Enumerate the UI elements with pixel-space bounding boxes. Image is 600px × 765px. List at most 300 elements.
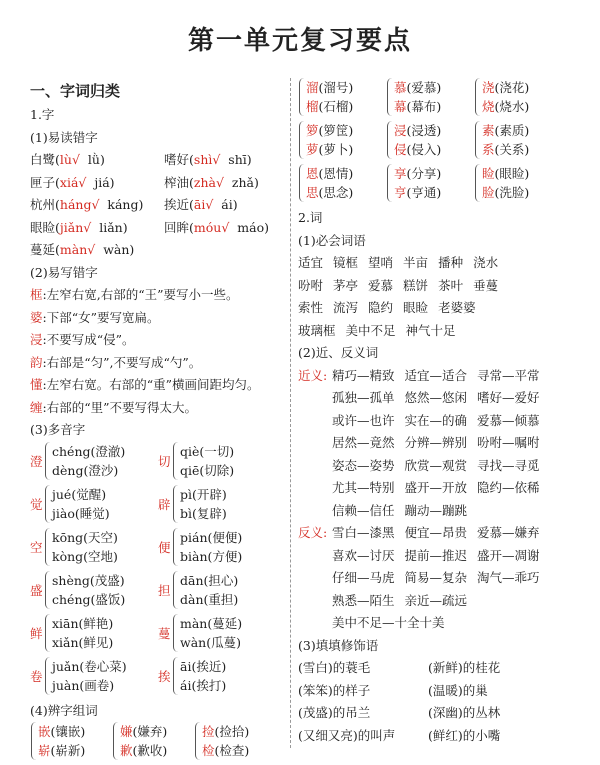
bihui-list [298,252,588,342]
word: 嗜好 [164,152,190,167]
char: 担 [158,582,171,598]
word-pair: 便宜—昂贵 [404,525,468,540]
char: 澄 [30,453,43,469]
char: 捡 [202,724,215,739]
duyin-item: 榨油(zhà√ zhǎ) [164,174,259,190]
duyin-item: 回眸(móu√ máo) [164,219,269,235]
bianzi-row [298,164,588,207]
char: 韵 [30,354,43,370]
xiezi-item [30,284,282,307]
vocab-word: 播种 [438,255,464,270]
group-words [38,722,85,760]
jinyi-row [298,455,588,478]
reading: chéng(盛饭) [52,591,126,607]
word: (分享) [406,166,442,181]
readings [180,657,226,695]
char: 空 [30,539,43,555]
duoyin-item [30,485,158,523]
correct-pinyin: háng [59,197,92,212]
group-words [482,164,529,202]
word: (素质) [494,123,530,138]
vocab-word: 浇水 [473,255,499,270]
bianzi-row [298,78,588,121]
group-word [306,183,353,202]
vocab-word: 流泻 [333,300,359,315]
brace [173,571,178,609]
duyin-row [30,239,282,262]
char: 婆 [30,309,43,325]
jinyi-row [298,365,588,388]
char-group [194,722,276,760]
word: (恩情) [318,166,354,181]
wrong-pinyin: liǎn [99,219,123,235]
brace [173,528,178,566]
vocab-word: 垂蔓 [473,277,499,293]
reading: shèng(茂盛) [52,572,125,588]
correct-pinyin: lù [59,152,72,167]
brace [475,78,480,116]
wrong-pinyin: shī [228,152,247,167]
readings [180,614,242,652]
bihui-row [298,320,588,343]
word: (幕布) [406,99,442,114]
note: :左窄右宽,右部的“王”要写小一些。 [42,287,239,302]
word-pair: 淘气—乖巧 [477,570,540,585]
group-words [482,78,529,116]
check-mark: √ [216,174,224,190]
correct-pinyin: màn [59,242,88,257]
check-mark: √ [205,197,214,212]
char: 榴 [306,99,319,114]
word-pair: 实在—的确 [404,412,468,428]
char: 浸 [394,123,407,138]
char: 恩 [306,166,319,181]
duyin-item: 眼睑(jiǎn√ liǎn) [30,219,128,235]
word: (关系) [494,142,530,157]
duoyin-row [30,442,282,485]
char: 崭 [38,743,51,758]
word-pair: 或许—也许 [332,412,395,428]
reading: xiǎn(鲜见) [52,634,114,650]
word-pair: 精巧—精致 [332,367,395,383]
subheading-jinfan: (2)近、反义词 [298,345,379,360]
group-word [394,183,441,202]
word-pair: 嗜好—爱好 [477,390,540,405]
note: :右部的“里”不要写得太大。 [42,399,198,415]
brace [45,485,50,523]
jinyi-list [298,365,588,523]
brace [173,614,178,652]
fanyi-row [298,590,588,613]
subheading-bihui: (1)必会词语 [298,232,366,248]
word: (烧水) [494,99,530,114]
xiezi-item [30,329,282,352]
vocab-word: 老婆婆 [438,300,476,315]
char: 慕 [394,80,407,95]
word: (歉收) [132,743,168,758]
word-pair: 简易—复杂 [404,570,468,585]
word-pair: 悠然—悠闲 [404,390,468,405]
char: 便 [158,539,171,555]
brace [113,722,118,760]
duoyin-row [30,528,282,571]
char: 懂 [30,377,43,392]
wrong-pinyin: káng [107,197,139,212]
char: 思 [306,185,319,200]
vocab-word: 糕饼 [403,277,429,293]
duoyin-item [158,485,286,523]
brace [299,164,304,202]
wrong-pinyin: wàn [103,242,130,257]
right-column [298,78,588,747]
correct-pinyin: shì [193,152,213,167]
jinyi-row [298,387,588,410]
word: (浇花) [494,80,530,95]
xiezi-item [30,307,282,330]
char: 切 [158,453,171,469]
char-group [386,78,474,116]
reading: kòng(空地) [52,548,118,564]
correct-pinyin: āi [193,197,206,212]
section-heading: 一、字词归类 [30,82,121,100]
modifier-phrase: (温暖)的巢 [428,682,488,698]
word: 杭州 [30,197,56,212]
word-pair: 隐约—依稀 [477,480,540,495]
word: (捡拾) [214,724,250,739]
char: 检 [202,743,215,758]
vocab-word: 索性 [298,300,324,315]
brace [475,121,480,159]
duoyin-item [30,571,158,609]
duyin-item: 杭州(háng√ káng) [30,197,144,212]
word-pair: 信赖—信任 [332,502,395,518]
vocab-word: 隐约 [368,300,394,315]
vocab-word: 茅亭 [333,277,359,293]
bianzi-row [30,722,282,765]
group-word [482,164,529,183]
char: 亨 [394,185,407,200]
wrong-pinyin: máo [237,219,265,235]
check-mark: √ [78,174,87,190]
reading: jué(觉醒) [52,486,107,502]
reading: wàn(瓜蔓) [180,634,241,650]
tianxie-row [298,657,588,680]
reading: kōng(天空) [52,529,118,545]
word-pair: 熟悉—陌生 [332,592,395,608]
vocab-word: 半亩 [403,255,429,270]
bianzi-list-continued [298,78,588,207]
brace [31,722,36,760]
word: (洗脸) [494,185,530,200]
duyin-row [30,149,282,172]
readings [52,442,125,480]
tianxie-row [298,680,588,703]
duyin-item: 嗜好(shì√ shī) [164,152,252,167]
group-word [394,97,441,116]
subheading-bianzi: (4)辨字组词 [30,702,98,718]
modifier-phrase: (鲜红)的小嘴 [428,727,501,743]
bihui-row [298,252,588,275]
group-word [120,722,167,741]
word-pair: 仔细—马虎 [332,570,395,585]
vocab-word: 吩咐 [298,277,324,293]
duoyin-row [30,485,282,528]
check-mark: √ [71,152,80,167]
char: 嵌 [38,724,51,739]
tianxie-list [298,657,588,747]
vocab-word: 茶叶 [438,277,464,293]
subheading-duyin: (1)易读错字 [30,129,98,145]
vocab-word: 美中不足 [345,322,396,338]
jinyi-row [298,432,588,455]
duoyin-item [30,442,158,480]
reading: dān(担心) [180,572,239,588]
group-word [482,78,529,97]
reading: qiè(一切) [180,443,235,459]
reading: biàn(方便) [180,548,243,564]
group-word [306,78,353,97]
word-pair: 美中不足—十全十美 [332,615,445,630]
check-mark: √ [83,219,92,235]
group-word [306,164,353,183]
fanyi-row-label: 反义: [298,525,328,540]
check-mark: √ [87,242,96,257]
duoyin-item [158,571,286,609]
note: :右部是“匀”,不要写成“勺”。 [42,354,202,370]
word: (石榴) [318,99,354,114]
word: 白鹭 [30,152,56,167]
char: 萝 [306,142,319,157]
char: 觉 [30,496,43,512]
word-pair: 寻常—平常 [477,367,540,383]
subheading-xiezi: (2)易写错字 [30,264,98,280]
readings [52,571,125,609]
char: 素 [482,123,495,138]
char: 卷 [30,668,43,684]
readings [180,485,227,523]
word: 挨近 [164,197,190,212]
char-group [474,121,562,159]
brace [45,528,50,566]
duoyin-list [30,442,282,700]
word-pair: 蹦动—蹦跳 [404,502,468,518]
char: 幕 [394,99,407,114]
duoyin-item [30,657,158,695]
reading: ái(挨打) [180,677,227,693]
char-group [386,121,474,159]
check-mark: √ [91,197,100,212]
reading: dèng(澄沙) [52,462,119,478]
xiezi-item [30,374,282,397]
group-word [394,78,441,97]
brace [45,571,50,609]
duoyin-item [158,528,286,566]
char-group [474,78,562,116]
char-group [474,164,562,202]
char: 系 [482,142,495,157]
word: (镶嵌) [50,724,86,739]
word-pair: 提前—推迟 [404,547,468,563]
brace [173,485,178,523]
word-pair: 盛开—凋谢 [477,547,540,563]
word: (溜号) [318,80,354,95]
modifier-phrase: (茂盛)的吊兰 [298,705,371,720]
char: 溜 [306,80,319,95]
subheading-tianxie: (3)填填修饰语 [298,637,379,653]
subheading-zi: 1.字 [30,107,55,122]
word-pair: 姿态—姿势 [332,457,395,473]
word: (嫌弃) [132,724,168,739]
word-pair: 喜欢—讨厌 [332,547,395,563]
word: 榨油 [164,174,190,190]
group-word [306,121,353,140]
readings [180,528,242,566]
correct-pinyin: xiá [59,174,79,190]
tianxie-row [298,702,588,725]
reading: bì(复辟) [180,505,227,521]
jinyi-row [298,410,588,433]
group-words [394,78,441,116]
subheading-ci: 2.词 [298,210,323,225]
duoyin-item [30,614,158,652]
duoyin-item [158,657,286,695]
fanyi-row [298,545,588,568]
duyin-list [30,149,282,262]
word-pair: 亲近—疏远 [404,592,468,608]
brace [475,164,480,202]
group-word [202,722,249,741]
group-word [394,164,441,183]
word-pair: 吩咐—嘱咐 [477,435,540,450]
vocab-word: 望哨 [368,255,394,270]
word: 眼睑 [30,219,56,235]
wrong-pinyin: ái [221,197,233,212]
correct-pinyin: jiǎn [59,219,84,235]
char: 辟 [158,496,171,512]
word: (眼睑) [494,166,530,181]
brace [299,78,304,116]
word: (崭新) [50,743,86,758]
xiezi-item [30,397,282,420]
group-word [306,97,353,116]
char: 鲜 [30,625,43,641]
char: 框 [30,287,43,302]
jinyi-row-label: 近义: [298,367,328,383]
word-pair: 尤其—特别 [332,480,395,495]
group-word [482,183,529,202]
vocab-word: 神气十足 [405,322,456,338]
brace [45,442,50,480]
duoyin-item [30,528,158,566]
brace [173,442,178,480]
word: (萝卜) [318,142,354,157]
bianzi-row [298,121,588,164]
duoyin-item [158,442,286,480]
word-pair: 孤独—孤单 [332,390,395,405]
char-group [298,121,386,159]
group-word [482,140,529,159]
reading: pián(便便) [180,529,243,545]
duyin-item: 白鹭(lù√ lǜ) [30,152,105,167]
char: 脸 [482,185,495,200]
brace [45,614,50,652]
group-word [202,741,249,760]
readings [52,528,118,566]
group-word [306,140,353,159]
group-words [394,164,441,202]
fanyi-list [298,522,588,635]
reading: pì(开辟) [180,486,227,502]
duyin-item: 匣子(xiá√ jiá) [30,174,115,190]
vocab-word: 爱慕 [368,277,394,293]
bianzi-list [30,722,282,765]
char: 缠 [30,399,43,415]
group-word [482,121,529,140]
reading: chéng(澄澈) [52,443,126,459]
tianxie-row [298,725,588,748]
group-words [394,121,441,159]
vocab-word: 玻璃框 [298,322,336,338]
readings [52,485,110,523]
group-words [306,121,353,159]
duyin-item: 蔓延(màn√ wàn) [30,242,135,257]
char: 蔓 [158,625,171,641]
word: (浸透) [406,123,442,138]
duoyin-row [30,614,282,657]
note: :左窄右宽。右部的“重”横画间距均匀。 [42,377,260,392]
correct-pinyin: móu [193,219,222,235]
word-pair: 分辨—辨别 [404,435,468,450]
modifier-phrase: (雪白)的蓑毛 [298,660,371,675]
duoyin-row [30,657,282,700]
vocab-word: 适宜 [298,255,324,270]
word-pair: 居然—竟然 [332,435,395,450]
char-group [30,722,112,760]
group-word [482,97,529,116]
brace [299,121,304,159]
group-word [394,140,441,159]
group-words [120,722,167,760]
reading: āi(挨近) [180,658,227,674]
word: 回眸 [164,219,190,235]
brace [45,657,50,695]
char-group [386,164,474,202]
group-words [202,722,249,760]
group-word [394,121,441,140]
word-pair: 寻找—寻觅 [477,457,540,473]
word: (侵入) [406,142,442,157]
left-column [30,78,282,765]
char-group [112,722,194,760]
jinyi-row [298,477,588,500]
word-pair: 欣赏—观赏 [404,457,468,473]
fanyi-row [298,522,588,545]
reading: xiān(鲜艳) [52,615,114,631]
bihui-row [298,297,588,320]
group-words [306,78,353,116]
fanyi-row [298,612,588,635]
check-mark: √ [212,152,221,167]
char: 挨 [158,668,171,684]
char: 享 [394,166,407,181]
brace [173,657,178,695]
fanyi-row [298,567,588,590]
word: (箩筐) [318,123,354,138]
modifier-phrase: (新鲜)的桂花 [428,660,501,675]
page-title: 第一单元复习要点 [187,26,412,56]
char: 箩 [306,123,319,138]
duyin-row [30,194,282,217]
